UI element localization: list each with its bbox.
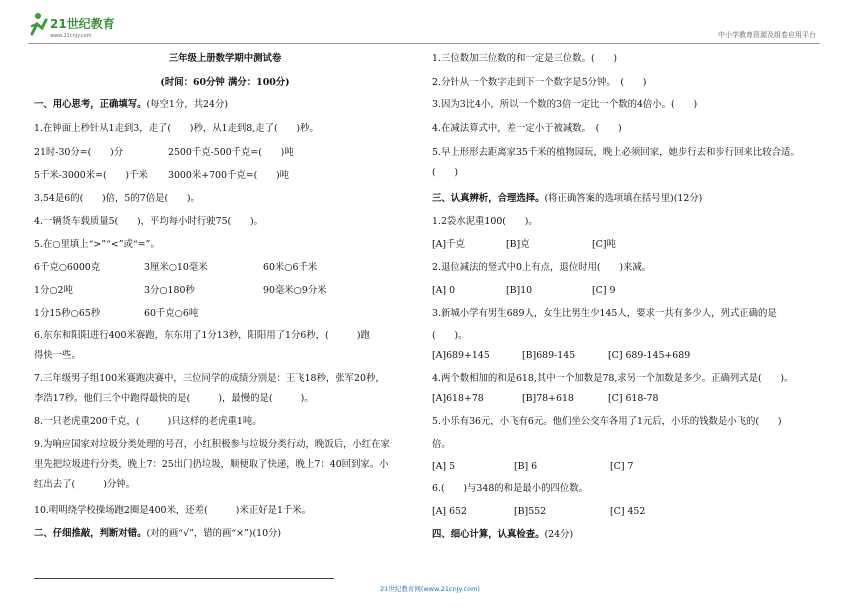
compare-item: 60千克○6吨 <box>144 308 199 319</box>
section-2-heading <box>34 527 281 540</box>
choice-1: 1.2袋水泥重100( )。 <box>432 216 538 227</box>
option-a: [A]689+145 <box>432 350 490 361</box>
question-8-line-2: 李浩17秒。他们三个中跑得最快的是( )，最慢的是( )。 <box>34 393 314 404</box>
section-1-title: 一、用心思考，正确填写。 <box>34 99 147 110</box>
header-divider <box>28 43 820 44</box>
option-b: [B]78+618 <box>522 393 574 404</box>
judge-1: 1.三位数加三位数的和一定是三位数。( ) <box>432 53 618 64</box>
section-3-note: (将正确答案的选项填在括号里)(12分) <box>544 193 703 204</box>
section-2-note: (对的画“√”，错的画“×”)(10分) <box>146 528 282 539</box>
exam-subtitle: (时间：60分钟 满分：100分) <box>160 77 290 88</box>
section-1-heading <box>34 98 228 111</box>
section-4-note: (24分) <box>544 529 574 540</box>
page-header <box>0 0 860 46</box>
section-3-title: 三、认真辨析，合理选择。 <box>432 193 545 204</box>
platform-name: 中小学教育资源及组卷应用平台 <box>718 31 816 39</box>
option-c: [C] 689-145+689 <box>608 350 691 361</box>
question-3b: 3000米+700千克=( )吨 <box>168 170 290 181</box>
option-a: [A] 5 <box>432 461 456 472</box>
option-c: [C] 9 <box>592 285 616 296</box>
question-8-line-1: 7.三年级男子组100米赛跑决赛中，三位同学的成绩分别是：王飞18秒，张军20秒， <box>34 373 385 384</box>
question-10-line-2: 里先把垃圾进行分类，晚上7：25出门扔垃圾，顺便取了快递，晚上7：40回到家。小 <box>34 459 389 470</box>
judge-5-line-1: 5.早上形形去距离家35千米的植物园玩，晚上必须回家，她步行去和步行回来比较合适。 <box>432 147 800 158</box>
option-b: [B] 6 <box>514 461 538 472</box>
section-3-heading <box>432 192 702 205</box>
question-7-line-2: 得快一些。 <box>34 350 81 361</box>
footer-link[interactable]: 21世纪教育网(www.21cnjy.com) <box>380 585 480 593</box>
judge-3: 3.因为3比4小，所以一个数的3倍一定比一个数的4倍小。( ) <box>432 99 698 110</box>
option-a: [A]千克 <box>432 239 465 250</box>
choice-3-line-1: 3.新城小学有男生689人，女生比男生少145人，要求一共有多少人，列式正确的是 <box>432 308 777 319</box>
question-4: 3.54是6的( )倍，5的7倍是( )。 <box>34 193 200 204</box>
question-9: 8.一只老虎重200千克，( )只这样的老虎重1吨。 <box>34 416 262 427</box>
choice-3-line-2: ( )。 <box>432 330 468 341</box>
section-1-note: (每空1分，共24分) <box>146 99 228 110</box>
section-4-heading <box>432 528 573 541</box>
option-c: [C]吨 <box>592 239 616 250</box>
option-c: [C] 7 <box>610 461 634 472</box>
judge-2: 2.分针从一个数字走到下一个数字是5分钟。 ( ) <box>432 77 647 88</box>
option-b: [B]克 <box>506 239 530 250</box>
option-b: [B]10 <box>506 285 533 296</box>
svg-text:21世纪教育: 21世纪教育 <box>50 17 115 31</box>
question-3a: 5千米-3000米=( )千米 <box>34 170 148 181</box>
choice-5-line-2: 倍。 <box>432 439 451 450</box>
option-b: [B]552 <box>514 506 547 517</box>
judge-5-line-2: ( ) <box>432 167 459 178</box>
svg-text:www.21cnjy.com: www.21cnjy.com <box>50 33 92 39</box>
compare-item: 1分15秒○65秒 <box>34 308 101 319</box>
question-11: 10.明明绕学校操场跑2圈是400米，还差( )米正好是1千米。 <box>34 505 312 516</box>
question-6: 5.在○里填上“>”“<”或“=”。 <box>34 239 160 250</box>
question-2b: 2500千克-500千克=( )吨 <box>168 147 294 158</box>
question-7-line-1: 6.东东和阳阳进行400米赛跑，东东用了1分13秒，阳阳用了1分6秒，( )跑 <box>34 330 370 341</box>
choice-5-line-1: 5.小乐有36元，小飞有6元。他们坐公交车各用了1元后，小乐的钱数是小飞的( ) <box>432 416 782 427</box>
question-2a: 21时-30分=( )分 <box>34 147 124 158</box>
site-logo <box>28 10 148 40</box>
compare-item: 60米○6千米 <box>263 262 318 273</box>
compare-item: 6千克○6000克 <box>34 262 101 273</box>
option-c: [C] 452 <box>610 506 646 517</box>
option-a: [A] 652 <box>432 506 467 517</box>
choice-4: 4.两个数相加的和是618,其中一个加数是78,求另一个加数是多少。正确列式是( )。 <box>432 373 794 384</box>
option-b: [B]689-145 <box>522 350 576 361</box>
question-5: 4.一辆货车载质量5( )，平均每小时行驶75( )。 <box>34 216 263 227</box>
question-10-line-1: 9.为响应国家对垃圾分类处理的号召，小红积极参与垃圾分类行动，晚饭后，小红在家 <box>34 439 390 450</box>
compare-item: 90毫米○9分米 <box>263 285 327 296</box>
option-a: [A] 0 <box>432 285 456 296</box>
option-a: [A]618+78 <box>432 393 484 404</box>
section-2-title: 二、仔细推敲，判断对错。 <box>34 528 147 539</box>
runner-logo-icon <box>28 10 148 40</box>
question-1: 1.在钟面上秒针从1走到3，走了( )秒，从1走到8,走了( )秒。 <box>34 123 319 134</box>
compare-item: 3厘米○10毫米 <box>144 262 208 273</box>
option-c: [C] 618-78 <box>608 393 659 404</box>
footer-divider <box>34 578 334 579</box>
compare-item: 1分○2吨 <box>34 285 73 296</box>
question-10-line-3: 红出去了( )分钟。 <box>34 479 136 490</box>
judge-4: 4.在减法算式中，差一定小于被减数。 ( ) <box>432 123 622 134</box>
compare-item: 3分○180秒 <box>144 285 195 296</box>
choice-6: 6.( )与348的和是最小的四位数。 <box>432 483 589 494</box>
exam-title: 三年级上册数学期中测试卷 <box>168 53 282 64</box>
choice-2: 2.退位减法的竖式中0上有点，退位时用( )来减。 <box>432 262 652 273</box>
section-4-title: 四、细心计算，认真检查。 <box>432 529 545 540</box>
